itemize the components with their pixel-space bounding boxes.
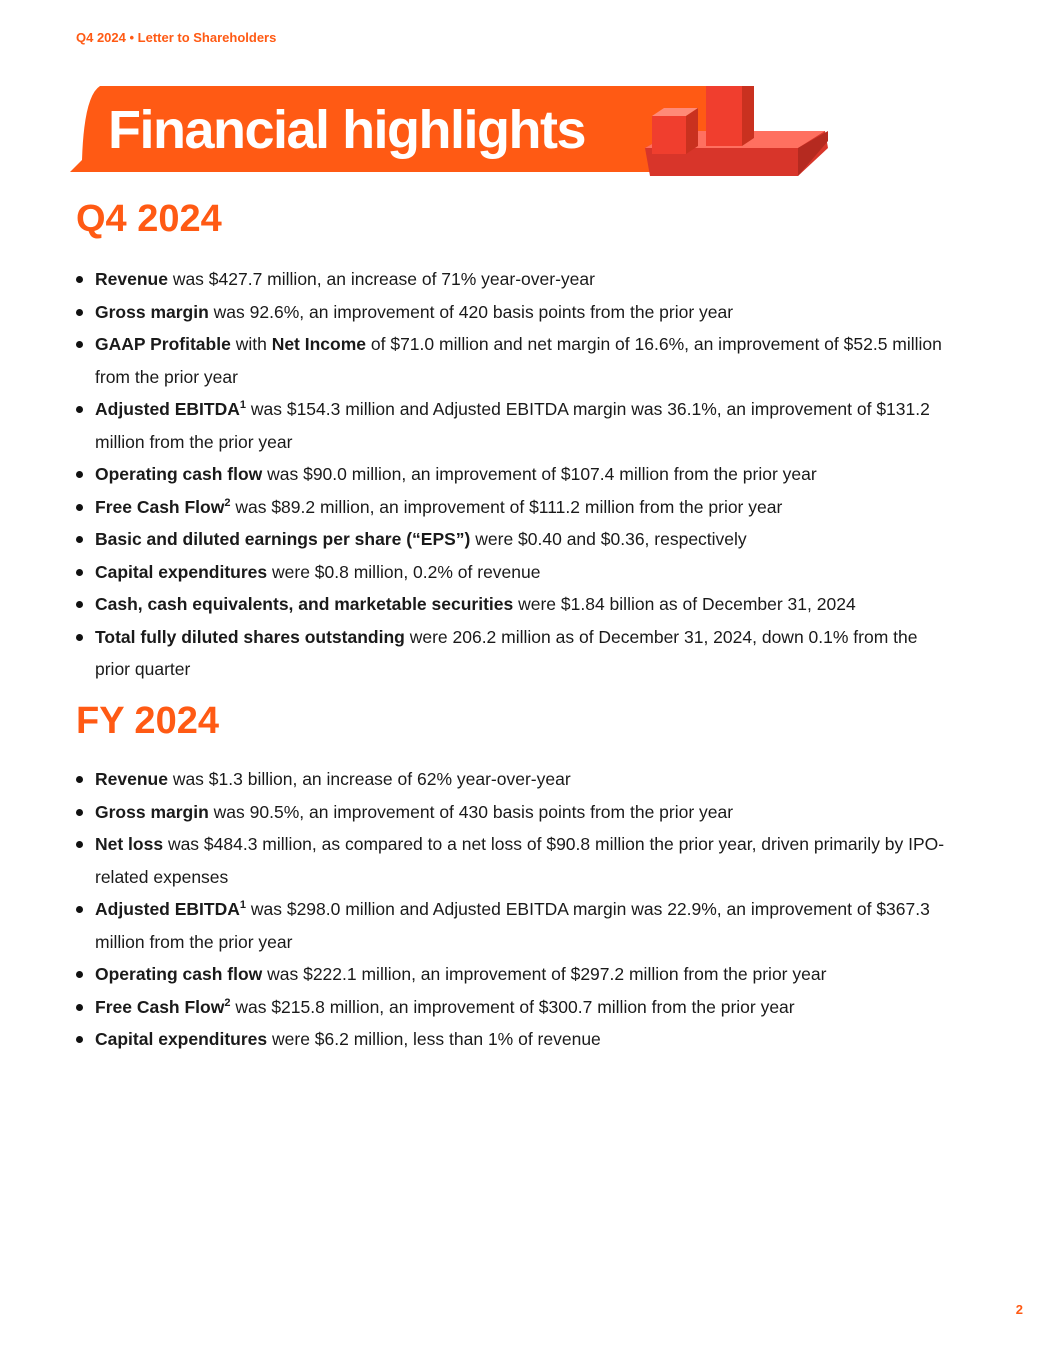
footnote-marker: 2 [224,496,231,509]
item-label-secondary: Net Income [271,334,367,354]
bullet-icon [76,971,83,978]
item-text: were $6.2 million, less than 1% of revenue [267,1029,601,1049]
item-text: was $215.8 million, an improvement of $300.7 million from the prior year [230,996,795,1017]
item-text: were 206.2 million as of December 31, 2024, down 0.1% from the prior quarter [95,626,918,679]
item-label: Gross margin [95,301,209,322]
page-title: Financial highlights [108,100,586,160]
bullet-icon [76,504,83,511]
bullet-icon [76,809,83,816]
footnote-marker: 1 [239,399,246,412]
section-heading-fy: FY 2024 [76,700,219,742]
q4-highlights-list [76,263,956,686]
item-text: was $90.0 million, an improvement of $107.4 million from the prior year [262,464,817,484]
item-connector-text: with [230,334,272,354]
list-item [76,491,956,524]
bullet-icon [76,841,83,848]
item-label: Capital expenditures [95,1029,268,1049]
list-item [76,958,956,991]
item-label: Operating cash flow [95,964,263,984]
list-item [76,393,956,458]
list-item [76,556,956,589]
list-item [76,621,956,686]
fy-highlights-list [76,763,956,1056]
list-item [76,893,956,958]
bullet-icon [76,536,83,543]
item-label: GAAP Profitable [95,334,231,354]
bullet-icon [76,276,83,283]
bullet-icon [76,471,83,478]
item-text: was 92.6%, an improvement of 420 basis points from the prior year [208,301,734,322]
item-label: Operating cash flow [95,464,263,484]
item-text: of $71.0 million and net margin of 16.6%, an improvement of $52.5 million from the prior year [95,334,942,387]
item-text: was 90.5%, an improvement of 430 basis points from the prior year [208,801,734,822]
section-heading-q4: Q4 2024 [76,198,222,240]
bullet-icon [76,309,83,316]
list-item [76,828,956,893]
list-item [76,328,956,393]
item-label: Cash, cash equivalents, and marketable securities [95,594,514,614]
item-text: was $427.7 million, an increase of 71% year-over-year [167,269,595,289]
item-text: was $222.1 million, an improvement of $297.2 million from the prior year [262,964,827,984]
bullet-icon [76,634,83,641]
item-label: Capital expenditures [95,561,268,582]
bullet-icon [76,341,83,348]
running-header: Q4 2024 • Letter to Shareholders [76,30,277,45]
list-item [76,796,956,829]
item-label: Gross margin [95,801,209,822]
footnote-marker: 2 [224,996,231,1009]
section-banner [70,86,840,178]
list-item [76,458,956,491]
list-item [76,296,956,329]
item-label: Basic and diluted earnings per share (“EPS”) [95,529,471,549]
bullet-icon [76,406,83,413]
list-item [76,1023,956,1056]
page-number: 2 [1015,1302,1023,1317]
item-label: Total fully diluted shares outstanding [95,626,405,647]
bullet-icon [76,1036,83,1043]
footnote-marker: 1 [239,899,246,912]
bullet-icon [76,569,83,576]
item-text: was $298.0 million and Adjusted EBITDA margin was 22.9%, an improvement of $367.3 million from the prior year [95,899,930,952]
bullet-icon [76,1004,83,1011]
list-item [76,763,956,796]
item-text: was $89.2 million, an improvement of $111.2 million from the prior year [230,496,783,517]
item-label: Free Cash Flow [95,996,225,1017]
list-item [76,523,956,556]
item-text: were $0.8 million, 0.2% of revenue [267,561,541,582]
item-label: Free Cash Flow [95,496,225,517]
item-label: Revenue [95,269,168,289]
item-label: Net loss [95,834,164,854]
bullet-icon [76,906,83,913]
item-text: was $1.3 billion, an increase of 62% year-over-year [167,769,571,789]
bullet-icon [76,776,83,783]
item-label: Revenue [95,769,168,789]
list-item [76,588,956,621]
item-text: were $1.84 billion as of December 31, 2024 [513,594,856,614]
item-text: was $484.3 million, as compared to a net loss of $90.8 million the prior year, driven primarily by IPO-related expenses [95,834,945,887]
item-label: Adjusted EBITDA [95,899,240,919]
bullet-icon [76,601,83,608]
item-label: Adjusted EBITDA [95,399,240,419]
item-text: were $0.40 and $0.36, respectively [470,529,747,549]
list-item [76,263,956,296]
list-item [76,991,956,1024]
item-text: was $154.3 million and Adjusted EBITDA margin was 36.1%, an improvement of $131.2 million from the prior year [95,399,930,452]
